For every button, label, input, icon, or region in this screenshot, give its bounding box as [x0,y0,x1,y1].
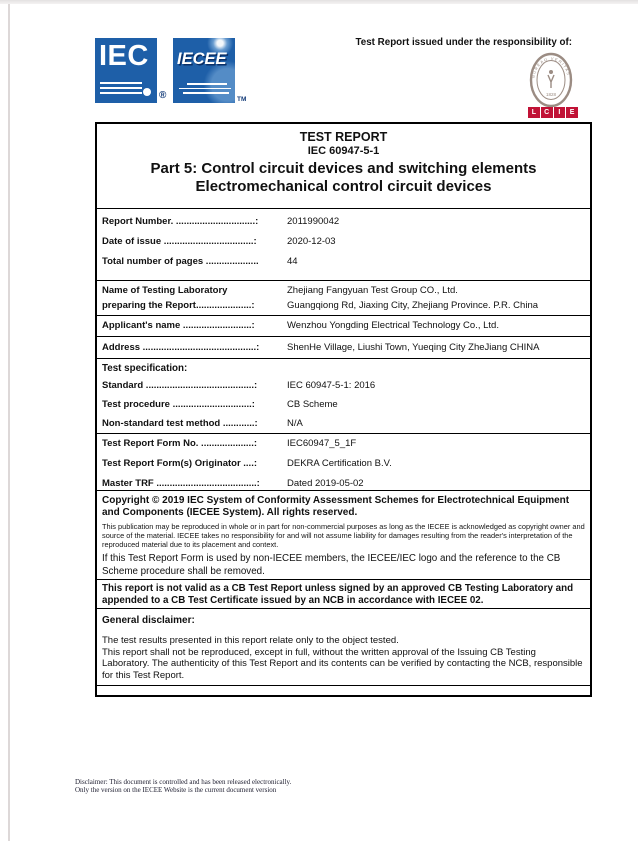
report-number-value: 2011990042 [287,216,340,227]
empty-table-row [97,685,590,695]
bureau-veritas-stamp-icon [529,52,573,108]
report-info-section [97,208,590,280]
master-trf-label: Master TRF ......................................: [102,478,260,489]
general-disclaimer-line1: The test results presented in this report relate only to the object tested. [102,635,399,646]
standard-subtitle: Electromechanical control circuit devices [195,178,492,195]
svg-text:BUREAU VERITAS [530,56,571,78]
testing-laboratory-name: Zhejiang Fangyuan Test Group CO., Ltd. [287,285,458,296]
lcie-letter: L [528,107,541,118]
iec-logo-lines [100,82,152,96]
registered-mark: ® [159,90,167,101]
applicant-label: Applicant's name ..........................: [102,320,255,331]
total-pages-row [102,256,585,267]
general-disclaimer-heading: General disclaimer: [102,615,195,626]
master-trf-row [102,478,585,489]
footer-disclaimer-line2: Only the version on the IECEE Website is the current document version [75,786,277,794]
address-value: ShenHe Village, Liushi Town, Yueqing City ZheJiang CHINA [287,342,540,353]
footer-disclaimer-line1: Disclaimer: This document is controlled and has been released electronically. [75,778,292,786]
trf-originator-label: Test Report Form(s) Originator ....: [102,458,257,469]
testing-laboratory-label-line1: Name of Testing Laboratory [102,285,228,296]
scan-edge-left [8,4,10,841]
logo-removal-note: If this Test Report Form is used by non-IECEE members, the IECEE/IEC logo and the reference to the CB Scheme procedure shall be removed. [102,553,561,577]
copyright-section [97,490,590,579]
test-procedure-label: Test procedure ..............................: [102,399,255,410]
standard-number: IEC 60947-5-1 [307,145,380,157]
testing-laboratory-address: Guangqiong Rd, Jiaxing City, Zhejiang Province. P.R. China [287,299,539,311]
copyright-small-print: This publication may be reproduced in whole or in part for non-commercial purposes as long as the IECEE is acknowledged as copyright owner and source of the material. IECEE takes no responsibility for and will not assume liability for damages resulting from the reader's interpretation of the reproduced material due to its placement and context. [102,522,585,549]
testing-laboratory-value [284,284,538,315]
date-of-issue-row [102,236,585,247]
applicant-row [97,315,590,336]
trf-number-row [102,438,585,449]
non-standard-method-label: Non-standard test method ............: [102,418,258,429]
testing-laboratory-label-line2: preparing the Report.....................: [102,299,255,311]
trf-originator-row [102,458,585,469]
general-disclaimer-line2: This report shall not be reproduced, except in full, without the written approval of the Issuing CB Testing Laboratory. The authenticity of this Test Report and its contents can be verified by contacting the NCB, responsible for this Test Report. [102,646,583,681]
non-standard-method-value: N/A [287,418,303,429]
iec-logo-text: IEC [99,40,149,72]
testing-laboratory-label [102,284,284,315]
total-pages-label: Total number of pages .................... [102,256,259,267]
test-specification-heading: Test specification: [102,363,188,374]
standard-label: Standard .........................................: [102,380,258,391]
stamp-circular-text: BUREAU VERITAS [530,55,572,79]
responsibility-heading: Test Report issued under the responsibility of: [355,37,572,48]
standard-row [102,380,585,391]
copyright-notice: Copyright © 2019 IEC System of Conformity Assessment Schemes for Electrotechnical Equipment and Components (IECEE System). All rights reserved. [102,495,570,518]
report-number-label: Report Number. ..............................: [102,216,259,227]
trf-number-label: Test Report Form No. ....................: [102,438,258,449]
report-number-row [102,216,585,227]
total-pages-value: 44 [287,256,298,267]
testing-laboratory-row [97,280,590,315]
iecee-logo-text: IECEE [177,50,227,68]
lcie-logo [528,107,578,118]
lcie-letter: C [541,107,554,118]
trf-originator-value: DEKRA Certification B.V. [287,458,392,469]
general-disclaimer-section [97,608,590,685]
page-footer [75,778,291,794]
report-title: TEST REPORT [299,130,388,144]
iecee-logo-lines [179,83,233,96]
trademark-mark: TM [237,96,247,103]
test-procedure-value: CB Scheme [287,399,338,410]
test-procedure-row [102,399,585,410]
test-report-table [95,122,592,697]
trf-number-value: IEC60947_5_1F [287,438,357,449]
trf-section [97,433,590,490]
applicant-value: Wenzhou Yongding Electrical Technology Co., Ltd. [287,320,499,331]
non-standard-method-row [102,418,585,429]
scan-edge-top [0,0,638,4]
address-row [97,336,590,358]
lcie-letter: E [569,109,575,116]
title-block [97,124,590,208]
date-of-issue-value: 2020-12-03 [287,236,336,247]
stamp-year: 1828 [545,92,557,97]
validity-notice: This report is not valid as a CB Test Report unless signed by an approved CB Testing Laboratory and appended to a CB Test Certificate issued by an NCB in accordance with IECEE 02. [97,579,590,608]
address-label: Address ...........................................: [102,342,260,353]
iec-logo-dot [143,88,151,96]
standard-value: IEC 60947-5-1: 2016 [287,380,376,391]
lcie-letter: I [554,107,567,118]
standard-part-title: Part 5: Control circuit devices and switching elements [150,160,537,177]
general-disclaimer-text [102,635,585,681]
master-trf-value: Dated 2019-05-02 [287,478,364,489]
test-specification-section [97,358,590,433]
date-of-issue-label: Date of issue ..................................: [102,236,257,247]
